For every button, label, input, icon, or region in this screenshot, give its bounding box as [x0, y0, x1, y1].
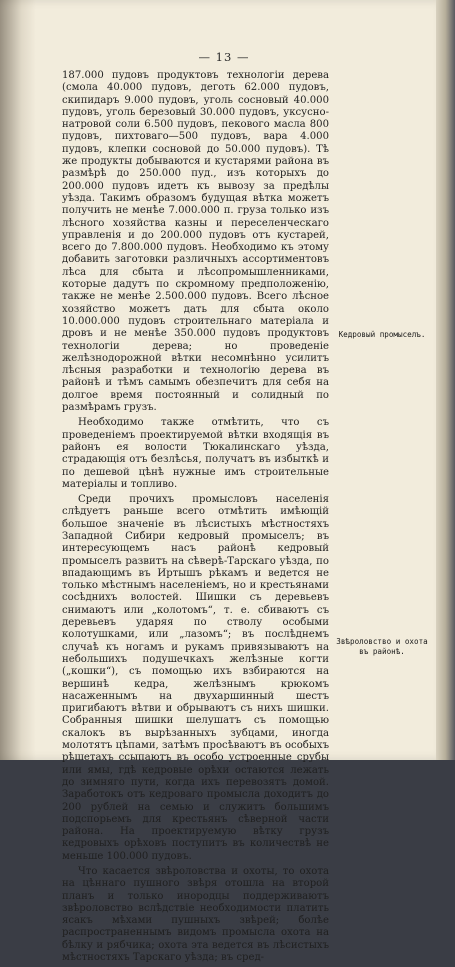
paragraph-forestry-cargo: 187.000 пудовъ продуктовъ технологiи дерева (смола 40.000 пудовъ, деготь 62.000 пудовъ, скипидаръ 9.000 пудовъ, уголь сосновый 40.000 пудовъ, уголь березовый 30.000 пудовъ, уксусно-натровой соли 6.500 пудовъ, пекового масла 800 пудовъ, пихтоваго—500 пудовъ, вара 4.000 пудовъ, клепки сосновой до 50.000 пудовъ). Тѣ же продукты добываются и кустарями района въ размѣрѣ до 250.000 пуд., изъ которыхъ до 200.000 пудовъ идетъ къ вывозу за предѣлы уѣзда. Такимъ образомъ будущая вѣтка можетъ получить не менѣе 7.000.000 п. груза только изъ лѣсного хозяйства казны и переселенческаго управленія и до 200.000 пудовъ отъ кустарей, всего до 7.800.000 пудовъ. Необходимо къ этому добавить заготовки различныхъ ассортиментовъ лѣса для сбыта и лѣсопромышленниками, которые дадутъ по скромному предположенію, также не менѣе 2.500.000 пудовъ. Всего лѣсное хозяйство можетъ дать для сбыта около 10.000.000 пудовъ строительнаго матеріала и дровъ и не менѣе 350.000 пудовъ продуктовъ технологiи дерева; но проведеніе желѣзнодорожной вѣтки несомнѣнно усилитъ лѣсныя разработки и технологiю дерева въ районѣ и тѣмъ самымъ обезпечитъ для себя на долгое время постоянный и солидный по размѣрамъ грузъ.: [62, 70, 329, 414]
paragraph-cedar-trade: Среди прочихъ промысловъ населенія слѣдуетъ раньше всего отмѣтить имѣющій большое значеніе въ лѣсистыхъ мѣстностяхъ Западной Сибири кедровый промыселъ; въ интересующемъ насъ районѣ кедровый промыселъ развитъ на сѣверѣ-Тарскаго уѣзда, по впадающимъ въ Иртышъ рѣкамъ и ведется не только мѣстнымъ населеніемъ, но и крестьянами сосѣднихъ волостей. Шишки съ деревьевъ снимаютъ или „колотомъ“, т. е. сбиваютъ съ деревьевъ ударяя по стволу особыми колотушками, или „лазомъ“; въ послѣднемъ случаѣ къ ногамъ и рукамъ привязываютъ на небольшихъ подушечкахъ желѣзные когти („кошки“), съ помощью ихъ взбираются на вершинѣ кедра, желѣзнымъ крюкомъ насаженнымъ на двухаршинный шестъ пригибаютъ вѣтви и обрываютъ съ нихъ шишки. Собранныя шишки шелушатъ съ помощью скалокъ въ вырѣзанныхъ зубцами, иногда молотятъ цѣпами, затѣмъ просѣваютъ въ особыхъ рѣшетахъ ссыпаютъ въ особо устроенные срубы или ямы, гдѣ кедровые орѣхи остаются лежать до зимняго пути, когда ихъ перевозятъ домой. Заработокъ отъ кедроваго промысла доходитъ до 200 рублей на семью и служитъ большимъ подспорьемъ для крестьянъ сѣверной части района. На проектируемую вѣтку грузъ кедровыхъ орѣховъ поступитъ въ количествѣ не меньше 100.000 пудовъ.: [62, 494, 329, 862]
page-number: — 13 —: [198, 50, 250, 64]
margin-note-hunting: Звѣроловство и охота въ районѣ.: [336, 637, 428, 656]
page-right-edge: [436, 0, 455, 760]
margin-note-cedar: Кедровый промыселъ.: [338, 330, 426, 339]
paragraph-hunting: Что касается звѣроловства и охоты, то охота на цѣннаго пушного звѣря отошла на второй планъ и только инородцы поддерживаютъ звѣроловство вслѣдствіе необходимости платить ясакъ мѣхами пушныхъ звѣрей; болѣе распространеннымъ видомъ промысла охота на бѣлку и рябчика; охота эта ведется въ лѣсистыхъ мѣстностяхъ Тарскаго уѣзда; въ сред-: [62, 866, 329, 964]
paragraph-tyukalinsk: Необходимо также отмѣтить, что съ проведеніемъ проектируемой вѣтки входящія въ районъ ея волости Тюкалинскаго уѣзда, страдающія отъ безлѣсья, получатъ въ избыткѣ и по дешевой цѣнѣ нужные имъ строительные матеріалы и топливо.: [62, 417, 329, 490]
main-text-column: [62, 70, 329, 967]
page-gutter-shadow: [0, 0, 36, 760]
